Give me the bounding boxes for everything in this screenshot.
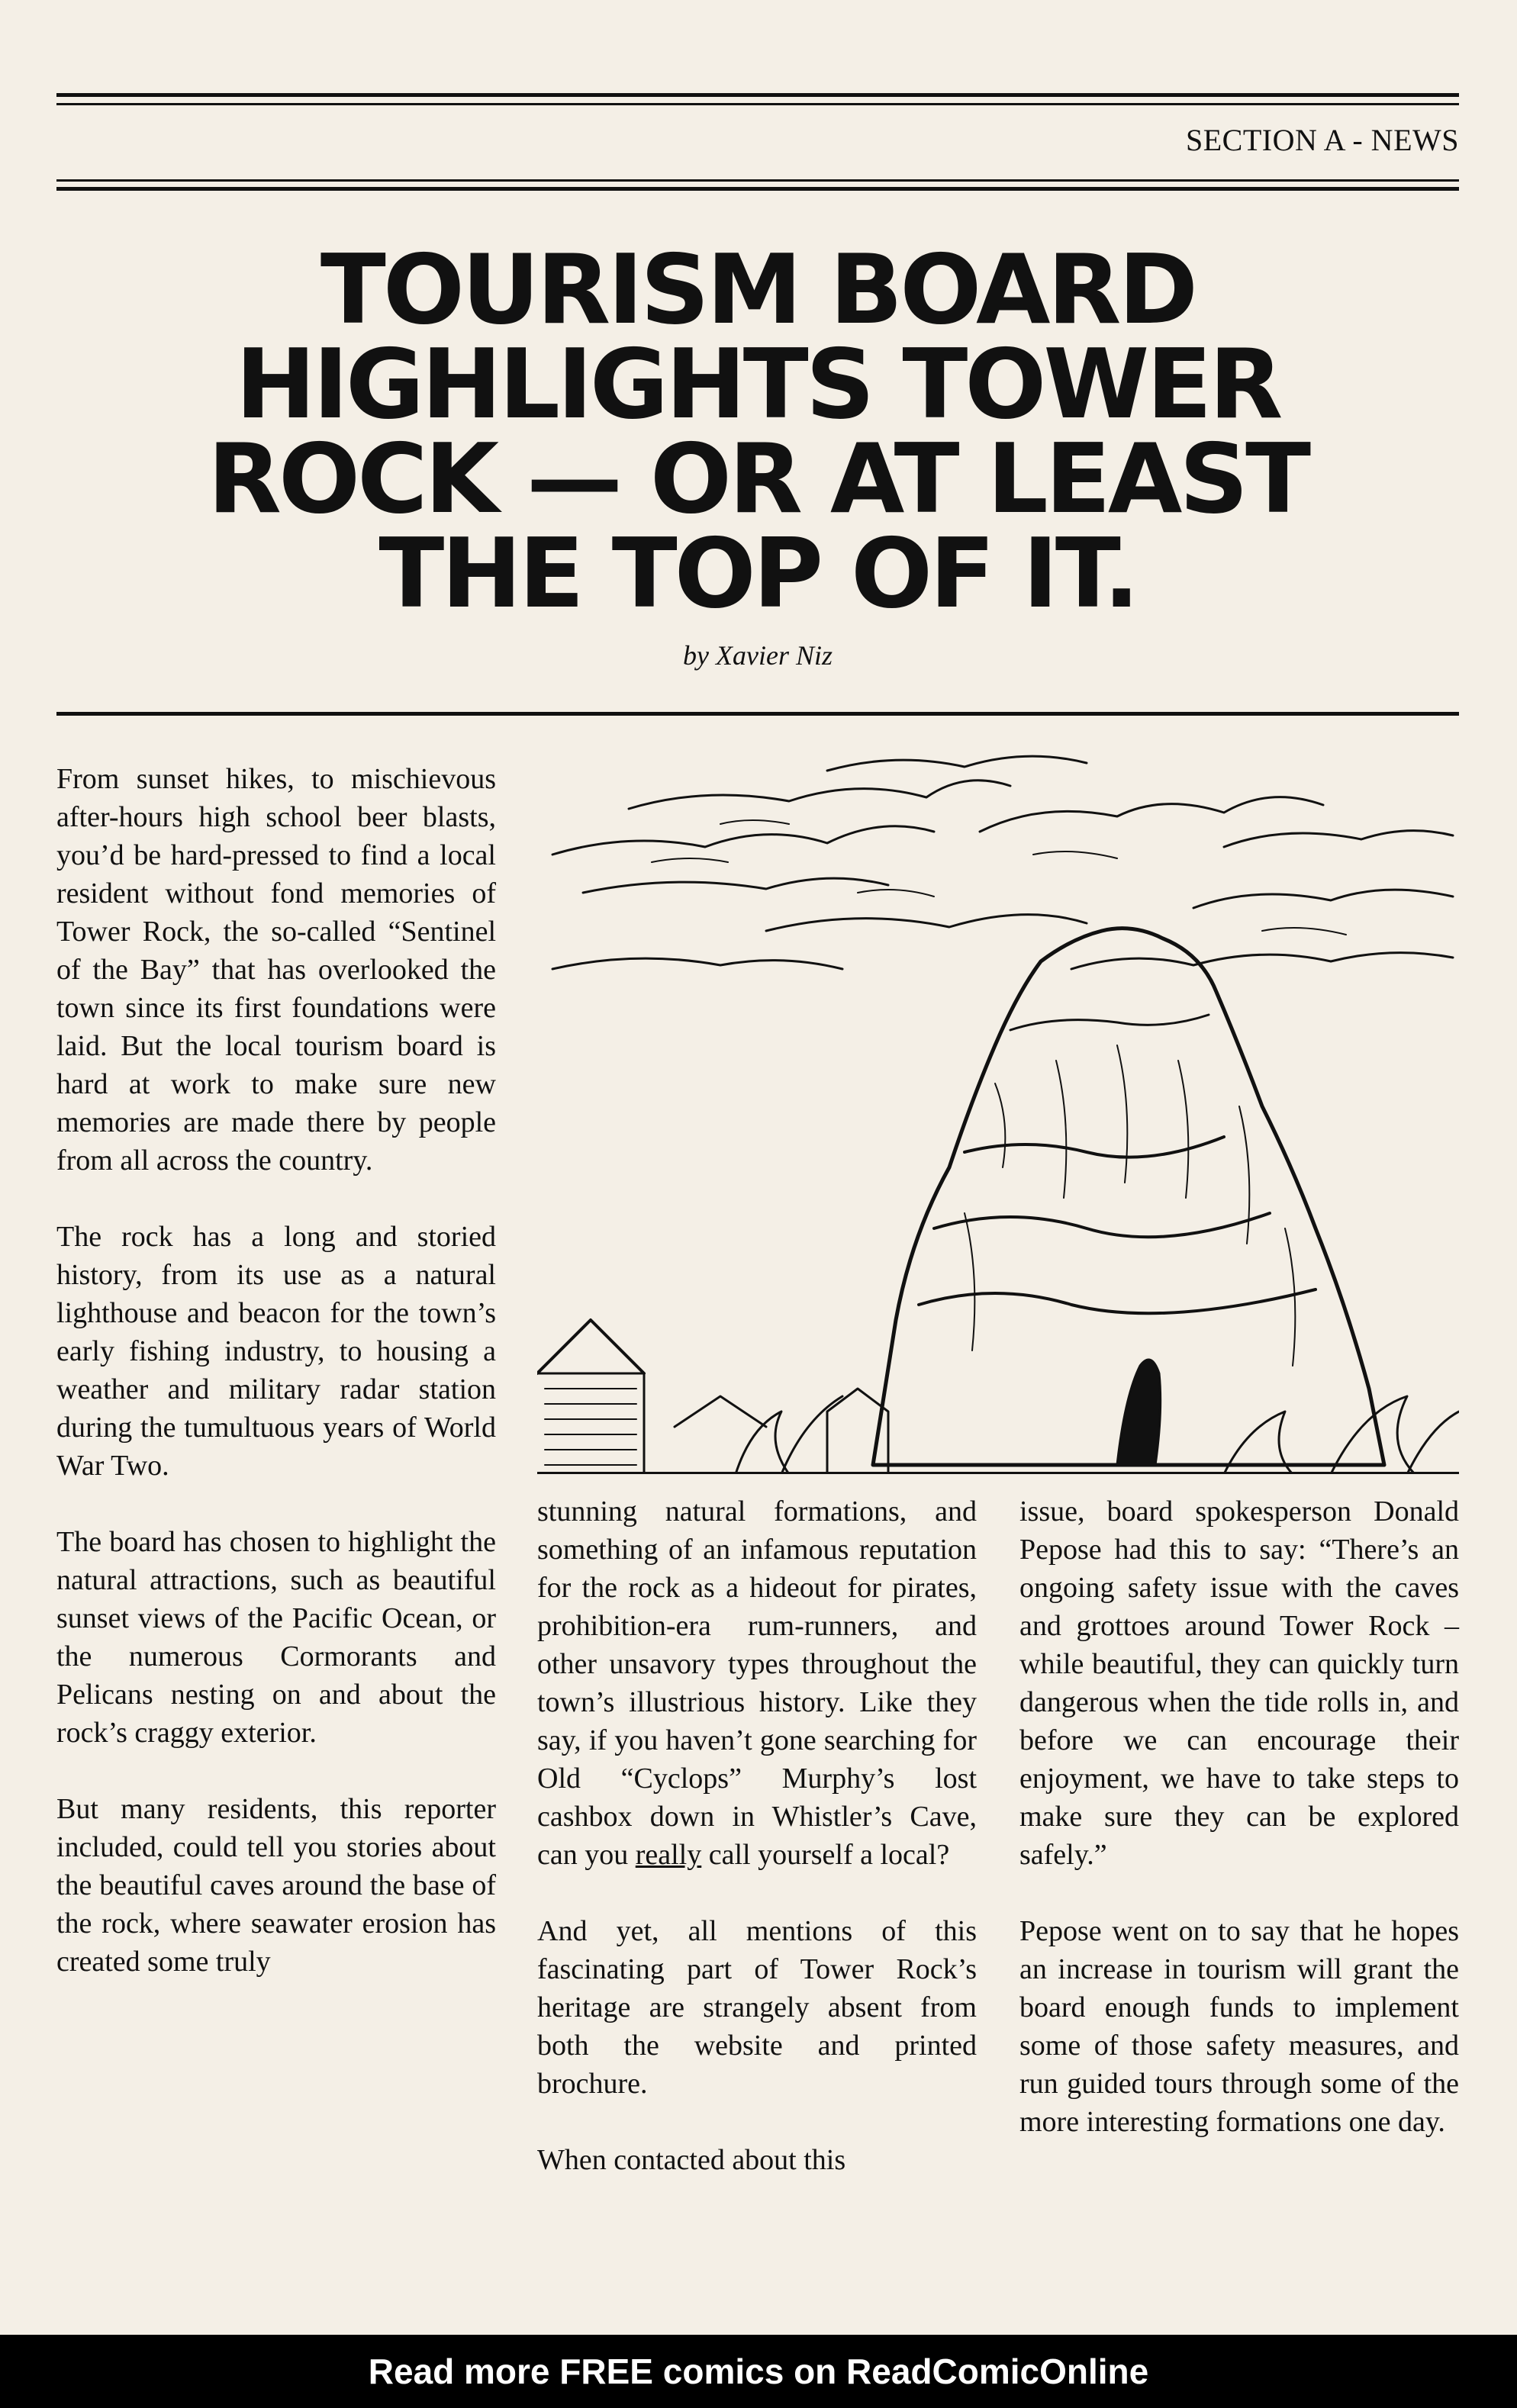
masthead-rule-thin xyxy=(56,179,1459,182)
headline-line: TOURISM BOARD xyxy=(320,233,1196,346)
emphasized-word: really xyxy=(635,1839,702,1871)
article-column-3 xyxy=(1019,1492,1459,2179)
paragraph: From sunset hikes, to mischievous after-hours high school beer blasts, you’d be hard-pressed to find a local resident without fond memories of Tower Rock, the so-called “Sentinel of the Bay” that has overlooked the town since its first foundations were laid. But the local tourism board is hard at work to make sure new memories are made there by people from all across the country. xyxy=(56,763,496,1177)
headline xyxy=(56,233,1459,629)
top-double-rule xyxy=(56,93,1459,97)
paragraph xyxy=(537,1492,977,1874)
headline-line: ROCK — OR AT LEAST xyxy=(207,423,1309,535)
section-label: SECTION A - NEWS xyxy=(1186,123,1459,157)
paragraph: Pepose went on to say that he hopes an increase in tourism will grant the board enough funds to implement some of those safety measures, and run guided tours through some of the more interesting formations one day. xyxy=(1019,1915,1459,2138)
byline: by Xavier Niz xyxy=(683,640,833,671)
paragraph: issue, board spokesperson Donald Pepose had this to say: “There’s an ongoing safety issue with the caves and grottoes around Tower Rock – while beautiful, they can quickly turn dangerous when the tide rolls in, and before we can encourage their enjoyment, we have to take steps to make sure they can be explored safely.” xyxy=(1019,1495,1459,1871)
headline-divider xyxy=(56,712,1459,716)
masthead-rule xyxy=(56,187,1459,191)
paragraph: The board has chosen to highlight the natural attractions, such as beautiful sunset views of the Pacific Ocean, or the numerous Cormorants and Pelicans nesting on and about the rock’s craggy exterior. xyxy=(56,1526,496,1749)
tower-rock-illustration xyxy=(537,740,1459,1474)
headline-line: THE TOP OF IT. xyxy=(378,517,1137,629)
paragraph-text: stunning natural formations, and something of an infamous reputation for the rock as a hideout for pirates, prohibition-era rum-runners, and other unsavory types throughout the town’s illustrious history. Like they say, if you haven’t gone searching for Old “Cyclops” Murphy’s lost cashbox down in Whistler’s Cave, can you xyxy=(537,1495,977,1871)
paragraph-text: call yourself a local? xyxy=(701,1839,950,1871)
article-column-2 xyxy=(537,1492,977,2217)
top-double-rule-thin xyxy=(56,103,1459,105)
paragraph: But many residents, this reporter included, could tell you stories about the beautiful caves around the base of the rock, where seawater erosion has created some truly xyxy=(56,1793,496,1978)
article-column-1 xyxy=(56,760,496,2019)
paragraph: And yet, all mentions of this fascinating part of Tower Rock’s heritage are strangely absent from both the website and printed brochure. xyxy=(537,1915,977,2100)
promo-footer-link[interactable]: Read more FREE comics on ReadComicOnline xyxy=(0,2335,1517,2408)
headline-line: HIGHLIGHTS TOWER xyxy=(235,328,1280,440)
paragraph: When contacted about this xyxy=(537,2144,846,2176)
paragraph: The rock has a long and storied history, from its use as a natural lighthouse and beacon for the town’s early fishing industry, to housing a weather and military radar station during the tumultuous years of World War Two. xyxy=(56,1221,496,1482)
